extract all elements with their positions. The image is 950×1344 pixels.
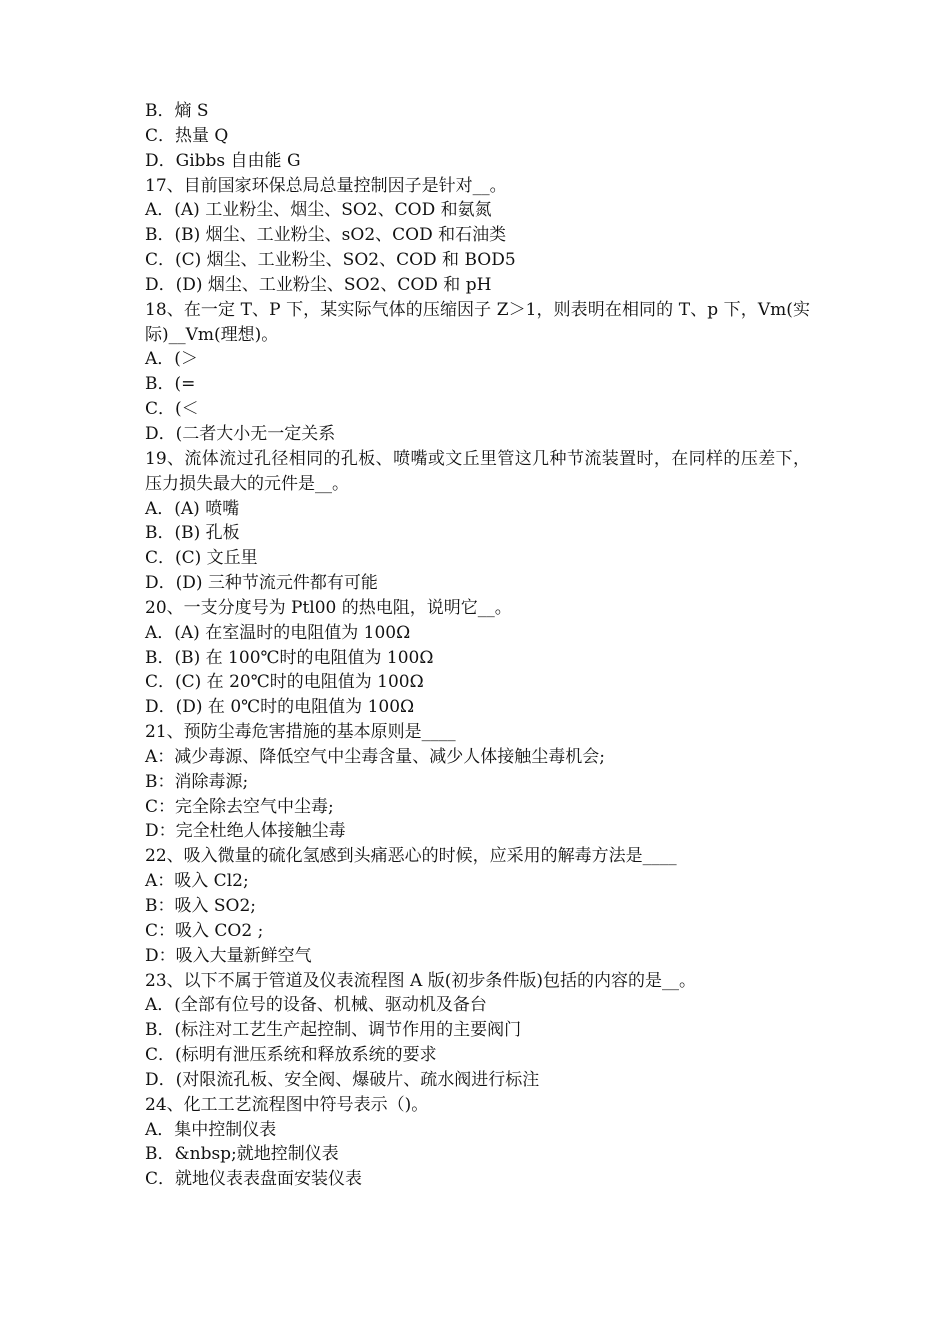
option-c-line: C．(C) 文丘里	[145, 548, 258, 569]
option-a-line: A．(全部有位号的设备、机械、驱动机及备台	[145, 995, 487, 1016]
option-a-line: A：吸入 Cl2;	[145, 871, 249, 892]
option-a-line: A．(A) 在室温时的电阻值为 100Ω	[145, 622, 411, 643]
option-a-line: A．(＞	[145, 349, 198, 370]
option-d-line: D．(D) 三种节流元件都有可能	[145, 573, 378, 594]
option-d-line: D．(D) 在 0℃时的电阻值为 100Ω	[145, 697, 415, 718]
option-b-line: B：吸入 SO2;	[145, 896, 257, 916]
option-b-line: B：消除毒源;	[145, 771, 249, 792]
option-c-line: C：吸入 CO2 ;	[145, 920, 264, 941]
option-d-line: D：完全杜绝人体接触尘毒	[145, 821, 346, 842]
option-c-line: C．(C) 烟尘、工业粉尘、SO2、COD 和 BOD5	[145, 250, 516, 271]
option-c-line: C．(C) 在 20℃时的电阻值为 100Ω	[145, 672, 424, 693]
option-a-line: A．(A) 喷嘴	[145, 498, 240, 519]
option-a-line: A：减少毒源、降低空气中尘毒含量、减少人体接触尘毒机会;	[145, 746, 606, 767]
question-23: 23、以下不属于管道及仪表流程图 A 版(初步条件版)包括的内容的是__。	[145, 970, 696, 991]
option-c-line: C．(＜	[145, 399, 199, 420]
option-c-line: C．(标明有泄压系统和释放系统的要求	[145, 1045, 437, 1066]
option-c-line: C．热量 Q	[145, 125, 229, 146]
option-c-line: C：完全除去空气中尘毒;	[145, 796, 334, 817]
question-17: 17、目前国家环保总局总量控制因子是针对__。	[145, 175, 507, 196]
option-d-line: D．Gibbs 自由能 G	[145, 150, 301, 171]
question-20: 20、一支分度号为 Ptl00 的热电阻，说明它__。	[145, 597, 512, 618]
question-18: 18、在一定 T、P 下，某实际气体的压缩因子 Z＞1，则表明在相同的 T、p 下，Vm(实际)__Vm(理想)。	[145, 299, 810, 345]
option-b-line: B．(=	[145, 374, 196, 395]
option-b-line: B．(标注对工艺生产起控制、调节作用的主要阀门	[145, 1020, 522, 1041]
option-d-line: D：吸入大量新鲜空气	[145, 945, 312, 966]
question-22: 22、吸入微量的硫化氢感到头痛恶心的时候，应采用的解毒方法是____	[145, 846, 677, 867]
option-a-line: A．(A) 工业粉尘、烟尘、SO2、COD 和氨氮	[145, 200, 492, 221]
question-text	[145, 99, 810, 1192]
option-b-line: B．(B) 在 100℃时的电阻值为 100Ω	[145, 647, 434, 668]
question-19: 19、流体流过孔径相同的孔板、喷嘴或文丘里管这几种节流装置时，在同样的压差下，压力损失最大的元件是__。	[145, 448, 810, 494]
option-b-line: B．熵 S	[145, 101, 209, 121]
option-a-line: A．集中控制仪表	[145, 1119, 277, 1140]
question-24: 24、化工工艺流程图中符号表示（)。	[145, 1094, 429, 1115]
option-c-line: C．就地仪表表盘面安装仪表	[145, 1169, 363, 1190]
option-d-line: D．(D) 烟尘、工业粉尘、SO2、COD 和 pH	[145, 274, 492, 295]
option-b-line: B．(B) 烟尘、工业粉尘、sO2、COD 和石油类	[145, 225, 507, 246]
option-d-line: D．(二者大小无一定关系	[145, 423, 336, 444]
option-b-line: B．&nbsp;就地控制仪表	[145, 1144, 339, 1165]
option-d-line: D．(对限流孔板、安全阀、爆破片、疏水阀进行标注	[145, 1069, 540, 1090]
question-21: 21、预防尘毒危害措施的基本原则是____	[145, 722, 456, 743]
option-b-line: B．(B) 孔板	[145, 523, 240, 544]
